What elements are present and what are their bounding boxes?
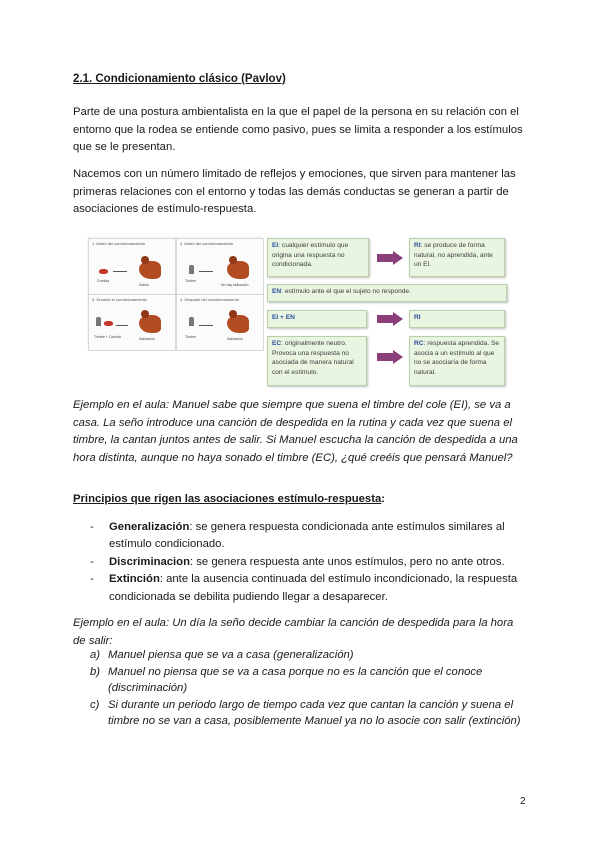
- panel-caption: Saliva: [139, 283, 149, 287]
- ec-box: [267, 336, 367, 386]
- list-marker: c): [90, 698, 100, 711]
- panel-label: 4. Después del condicionamiento: [180, 297, 239, 302]
- panel-caption: Salivación: [227, 337, 243, 341]
- conditioning-diagram: [87, 236, 517, 391]
- panel-caption: Timbre: [185, 335, 196, 339]
- list-item: [90, 571, 530, 606]
- list-item-text: Manuel piensa que se va a casa (generalización): [108, 649, 354, 661]
- list-item: [90, 664, 530, 697]
- arrow-icon: [199, 325, 213, 326]
- ri-box: [409, 238, 505, 277]
- principle-text: : se genera respuesta condicionada ante estímulos similares al estímulo condicionado.: [109, 521, 505, 551]
- arrow-right-icon: [377, 312, 403, 326]
- dog-icon: [227, 261, 249, 279]
- list-dash: -: [90, 573, 94, 586]
- principles-heading-text: Principios que rigen las asociaciones estímulo-respuesta: [73, 493, 382, 505]
- page-number: 2: [520, 796, 526, 807]
- principles-heading: [73, 493, 385, 505]
- list-item: [90, 519, 530, 554]
- panel-2: [176, 238, 264, 295]
- panel-caption: Timbre: [185, 279, 196, 283]
- principles-heading-colon: :: [381, 493, 386, 505]
- list-item-text: Manuel no piensa que se va a casa porque no es la canción que el conoce (discriminación): [108, 665, 483, 695]
- example-2-list: [90, 647, 530, 730]
- dog-icon: [139, 315, 161, 333]
- rc-key: RC: [414, 340, 424, 347]
- bell-icon: [189, 265, 194, 274]
- dog-icon: [227, 315, 249, 333]
- ec-key: EC: [272, 340, 282, 347]
- ei-text: : cualquier estímulo que origina una respuesta no condicionada.: [272, 242, 349, 269]
- arrow-icon: [113, 271, 127, 272]
- paragraph-2: Nacemos con un número limitado de reflejos y emociones, que sirven para mantener las primeras relaciones con el entorno y todas las demás conductas se generan a partir de asociaciones de estímulo-respuesta.: [73, 168, 516, 216]
- ri-text: : se produce de forma natural, no aprendida, ante un EI.: [414, 242, 493, 269]
- panel-label: 3. Durante el condicionamiento: [92, 297, 148, 302]
- list-item: [90, 554, 530, 571]
- rc-text: : respuesta aprendida. Se asocia a un estímulo al que no se asociaría de forma natural.: [414, 340, 500, 376]
- rc-box: [409, 336, 505, 386]
- principle-term: Discriminacion: [109, 555, 190, 568]
- panel-label: 2. Antes del condicionamiento: [180, 241, 234, 246]
- panel-caption: No hay salivación: [221, 283, 249, 287]
- arrow-right-icon: [377, 350, 403, 364]
- list-item-text: Si durante un periodo largo de tiempo cada vez que cantan la canción y suena el timbre no se van a casa, posiblemente Manuel ya no lo asocie con salir (extinción): [108, 698, 521, 728]
- panel-3: [88, 294, 176, 351]
- dog-icon: [139, 261, 161, 279]
- ei-en-box: [267, 310, 367, 328]
- list-dash: -: [90, 521, 94, 533]
- principle-term: Extinción: [109, 573, 160, 586]
- list-marker: b): [90, 665, 101, 678]
- arrow-right-icon: [377, 251, 403, 265]
- arrow-icon: [199, 271, 213, 272]
- list-item: [90, 697, 530, 730]
- panel-caption: Salivación: [139, 337, 155, 341]
- panel-4: [176, 294, 264, 351]
- arrow-icon: [116, 325, 128, 326]
- principle-term: Generalización: [109, 521, 190, 533]
- bell-icon: [189, 317, 194, 326]
- en-text: : estímulo ante el que el sujeto no responde.: [281, 288, 411, 295]
- pavlov-illustration: [87, 236, 262, 348]
- example-2-intro: Ejemplo en el aula: Un día la seño decide cambiar la canción de despedida para la hora de salir:: [73, 617, 514, 647]
- list-marker: a): [90, 649, 101, 661]
- food-icon: [104, 321, 113, 326]
- panel-label: 1. Antes del condicionamiento: [92, 241, 146, 246]
- ei-key: EI: [272, 242, 279, 249]
- principle-text: : ante la ausencia continuada del estímulo incondicionado, la respuesta condicionada se debilita pudiendo llegar a desaparecer.: [109, 573, 518, 603]
- list-dash: -: [90, 555, 94, 568]
- ri-key: RI: [414, 242, 421, 249]
- list-item: [90, 647, 530, 664]
- ei-en-key: EI + EN: [272, 314, 295, 321]
- ei-box: [267, 238, 369, 277]
- paragraph-1: Parte de una postura ambientalista en la que el papel de la persona en su relación con el entorno que la rodea se entiende como pasivo, pues se limita a responder a los estímulos que se le presentan.: [73, 106, 523, 154]
- section-heading: 2.1. Condicionamiento clásico (Pavlov): [73, 73, 286, 85]
- food-icon: [99, 269, 108, 274]
- ri2-key: RI: [414, 314, 421, 321]
- en-box: [267, 284, 507, 302]
- ec-text: : originalmente neutro. Provoca una respuesta no asociada de manera natural con el estímulo.: [272, 340, 354, 376]
- example-1: Ejemplo en el aula: Manuel sabe que siempre que suena el timbre del cole (EI), se va a casa. La seño introduce una canción de despedida en la rutina y cada vez que suena el timbre, la cantan juntos antes de salir. Si Manuel escucha la canción de despedida a una hora distinta, aunque no haya sonado el timbre (EC), ¿qué creéis que pensará Manuel?: [73, 399, 518, 464]
- ri-box-2: [409, 310, 505, 328]
- en-key: EN: [272, 288, 282, 295]
- panel-caption: Timbre + Comida: [94, 335, 121, 339]
- panel-caption: Comida: [97, 279, 110, 283]
- bell-icon: [96, 317, 101, 326]
- principles-list: [90, 519, 530, 606]
- principle-text: : se genera respuesta ante unos estímulos, pero no ante otros.: [190, 555, 505, 568]
- panel-1: [88, 238, 176, 295]
